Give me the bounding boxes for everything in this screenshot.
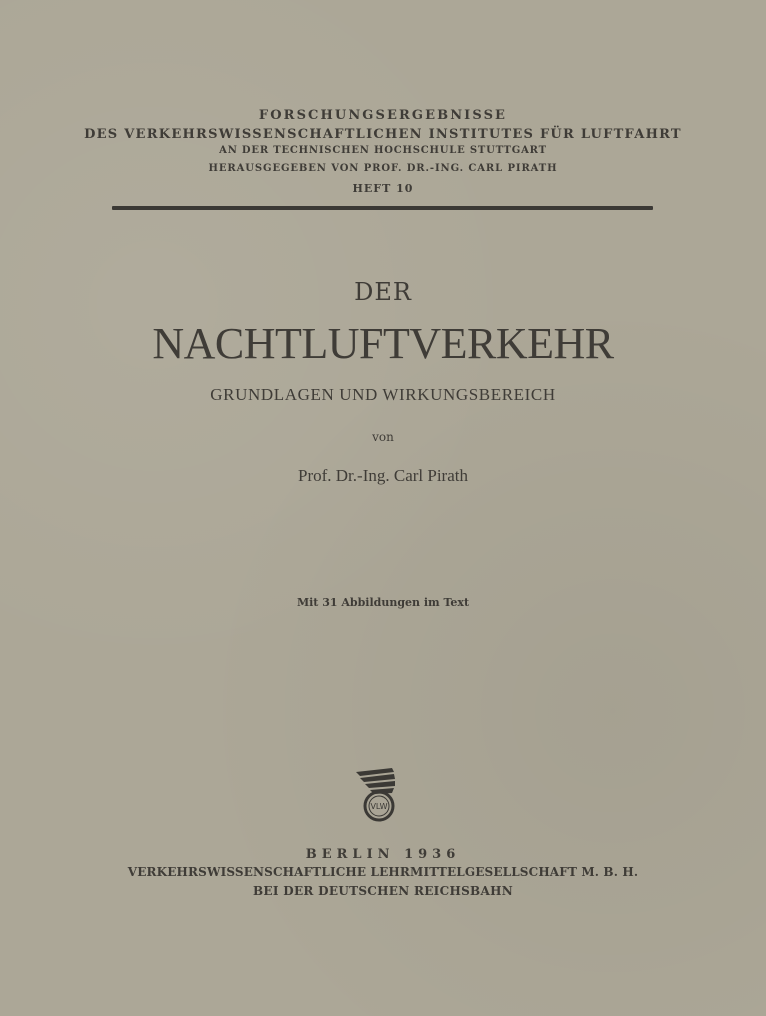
publication-place-year: BERLIN 1936 [305, 847, 461, 862]
header-divider [112, 206, 653, 210]
institute-name: DES VERKEHRSWISSENSCHAFTLICHEN INSTITUTES FÜR LUFTFAHRT [84, 127, 682, 142]
editor-line: HERAUSGEGEBEN VON PROF. DR.-ING. CARL PIRATH [208, 163, 558, 174]
svg-text:VLW: VLW [370, 802, 388, 811]
wing-wheel-logo-icon [352, 766, 400, 822]
title-article: DER [354, 278, 412, 306]
page-subtitle: GRUNDLAGEN UND WIRKUNGSBEREICH [210, 385, 556, 404]
publisher-affiliation: BEI DER DEUTSCHEN REICHSBAHN [252, 884, 514, 898]
publisher-name: VERKEHRSWISSENSCHAFTLICHE LEHRMITTELGESELLSCHAFT M. B. H. [127, 865, 639, 879]
illustrations-note: Mit 31 Abbildungen im Text [296, 596, 470, 609]
author-name: Prof. Dr.-Ing. Carl Pirath [298, 466, 468, 485]
issue-number: HEFT 10 [352, 182, 414, 195]
series-title: FORSCHUNGSERGEBNISSE [258, 108, 508, 123]
page-title: NACHTLUFTVERKEHR [152, 319, 614, 368]
author-prefix: von [372, 430, 394, 444]
university-name: AN DER TECHNISCHEN HOCHSCHULE STUTTGART [219, 145, 547, 156]
